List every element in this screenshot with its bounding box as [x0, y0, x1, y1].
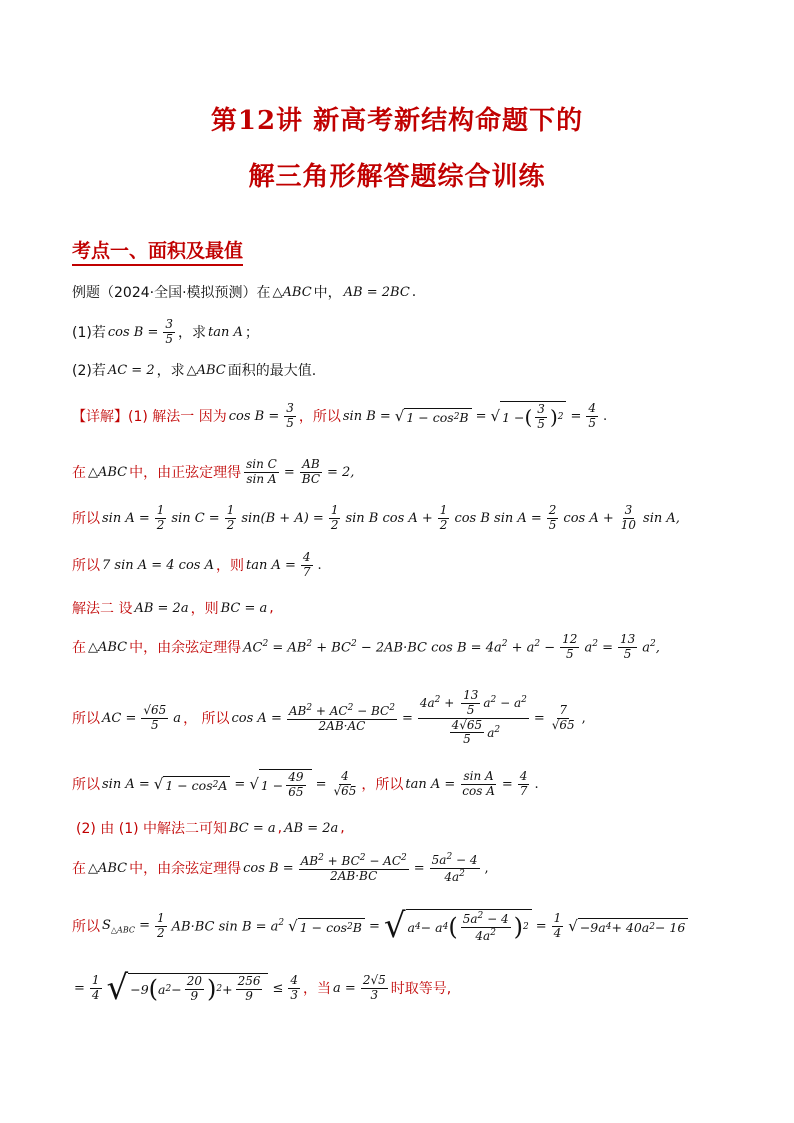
solution-line-8: 所以 sin A = √ 1 − cos 2 A = √ 1 − $\frac{49}{65}$ = $\frac{4}{√65}$ ，所以 tan A = $\frac{\text{sin A}}{\text{cos A}}$ = $\frac{4}{7}$ . — [72, 768, 539, 799]
solution-line-4: 所以 7 sin A = 4 cos A ，则 tan A = $\frac{4}{7}$ . — [72, 549, 322, 579]
page-title-line2: 解三角形解答题综合训练 — [248, 162, 546, 192]
question-1: (1)若 cos B = $\frac{3}{5}$ ，求 tan A ； — [72, 316, 259, 346]
question-2: (2)若 AC = 2 ，求 △ABC 面积的最大值. — [72, 362, 317, 379]
solution-line-2: 在 △ABC 中，由正弦定理得 $\frac{\text{sin C}}{\text{sin A}}$ = $\frac{AB}{BC}$ = 2, — [72, 456, 355, 486]
solution-line-12: = $\frac{1}{4}$ √ −9 ( a 2 − $\frac{20}{9}$ ) 2 + $\frac{256}{9}$ ≤ $\frac{4}{3}$ ，当 a = $\frac{2√5}{3}$ 时取等号, — [74, 968, 452, 1008]
example-intro: 例题（2024·全国·模拟预测）在 △ABC 中， AB = 2BC . — [72, 284, 417, 301]
page-title-line1: 第12讲 新高考新结构命题下的 — [210, 106, 584, 136]
solution-line-5: 解法二 设 AB = 2a ，则 BC = a , — [72, 600, 274, 617]
fraction: $\frac{3}{5}$ — [165, 316, 173, 346]
solution-line-6: 在 △ABC 中，由余弦定理得 $AC^2 = AB^2 + BC^2 - 2AB\cdot BC$ $\cos B = 4a^2 + a^2$ − $\frac{12}{5}$ $a^2$ = $\frac{13}{5}$ $a^2$, — [72, 631, 660, 661]
solution-line-10: 在 △ABC 中，由余弦定理得 cos B = $\frac{AB^2 + BC^2 - AC^2}{2AB\cdot BC}$ = $\frac{5a^2 - 4}{4a^2}$ , — [72, 851, 489, 884]
solution-line-11: 所以 $S_{\triangle ABC}$ = $\frac{1}{2}$ AB·BC $\sin B = a^2$ √ 1 − cos 2 B = √ a 4 − a 4 ( $\frac{5a^2 - 4}{4a^2}$ ) 2 = $\frac{1}{4}$ √ −9a 4 + 40a 2 − 16 — [72, 900, 690, 952]
solution-line-3: 所以 sin A = $\frac{1}{2}$ sin C = $\frac{1}{2}$ sin(B + A) = $\frac{1}{2}$ sin B cos A + $\frac{1}{2}$ cos B sin A = $\frac{2}{5}$ cos A + $\frac{3}{10}$ sin A, — [72, 502, 680, 532]
solution-line-1: 【详解】 (1) 解法一 因为 cos B = $\frac{3}{5}$ ，所以 sin B = √ 1 − cos 2 B = √ 1 − ( $\frac{3}{5}$ ) 2 = $\frac{4}{5}$ . — [72, 400, 608, 431]
solution-line-9: (2) 由 (1) 中解法二可知 BC = a , AB = 2a , — [76, 820, 345, 837]
solution-line-7: 所以 AC = $\frac{√65}{5}$ a ， 所以 cos A = $\frac{AB^2 + AC^2 - BC^2}{2AB\cdot AC}$ = $4a^2$ + $\frac{13}{5}$ $a^2 - a^2$ $\frac{4√65}{5}$ $a^2$ = $\frac{7}{√65}$ , — [72, 687, 586, 747]
section-heading: 考点一、面积及最值 — [72, 236, 243, 266]
